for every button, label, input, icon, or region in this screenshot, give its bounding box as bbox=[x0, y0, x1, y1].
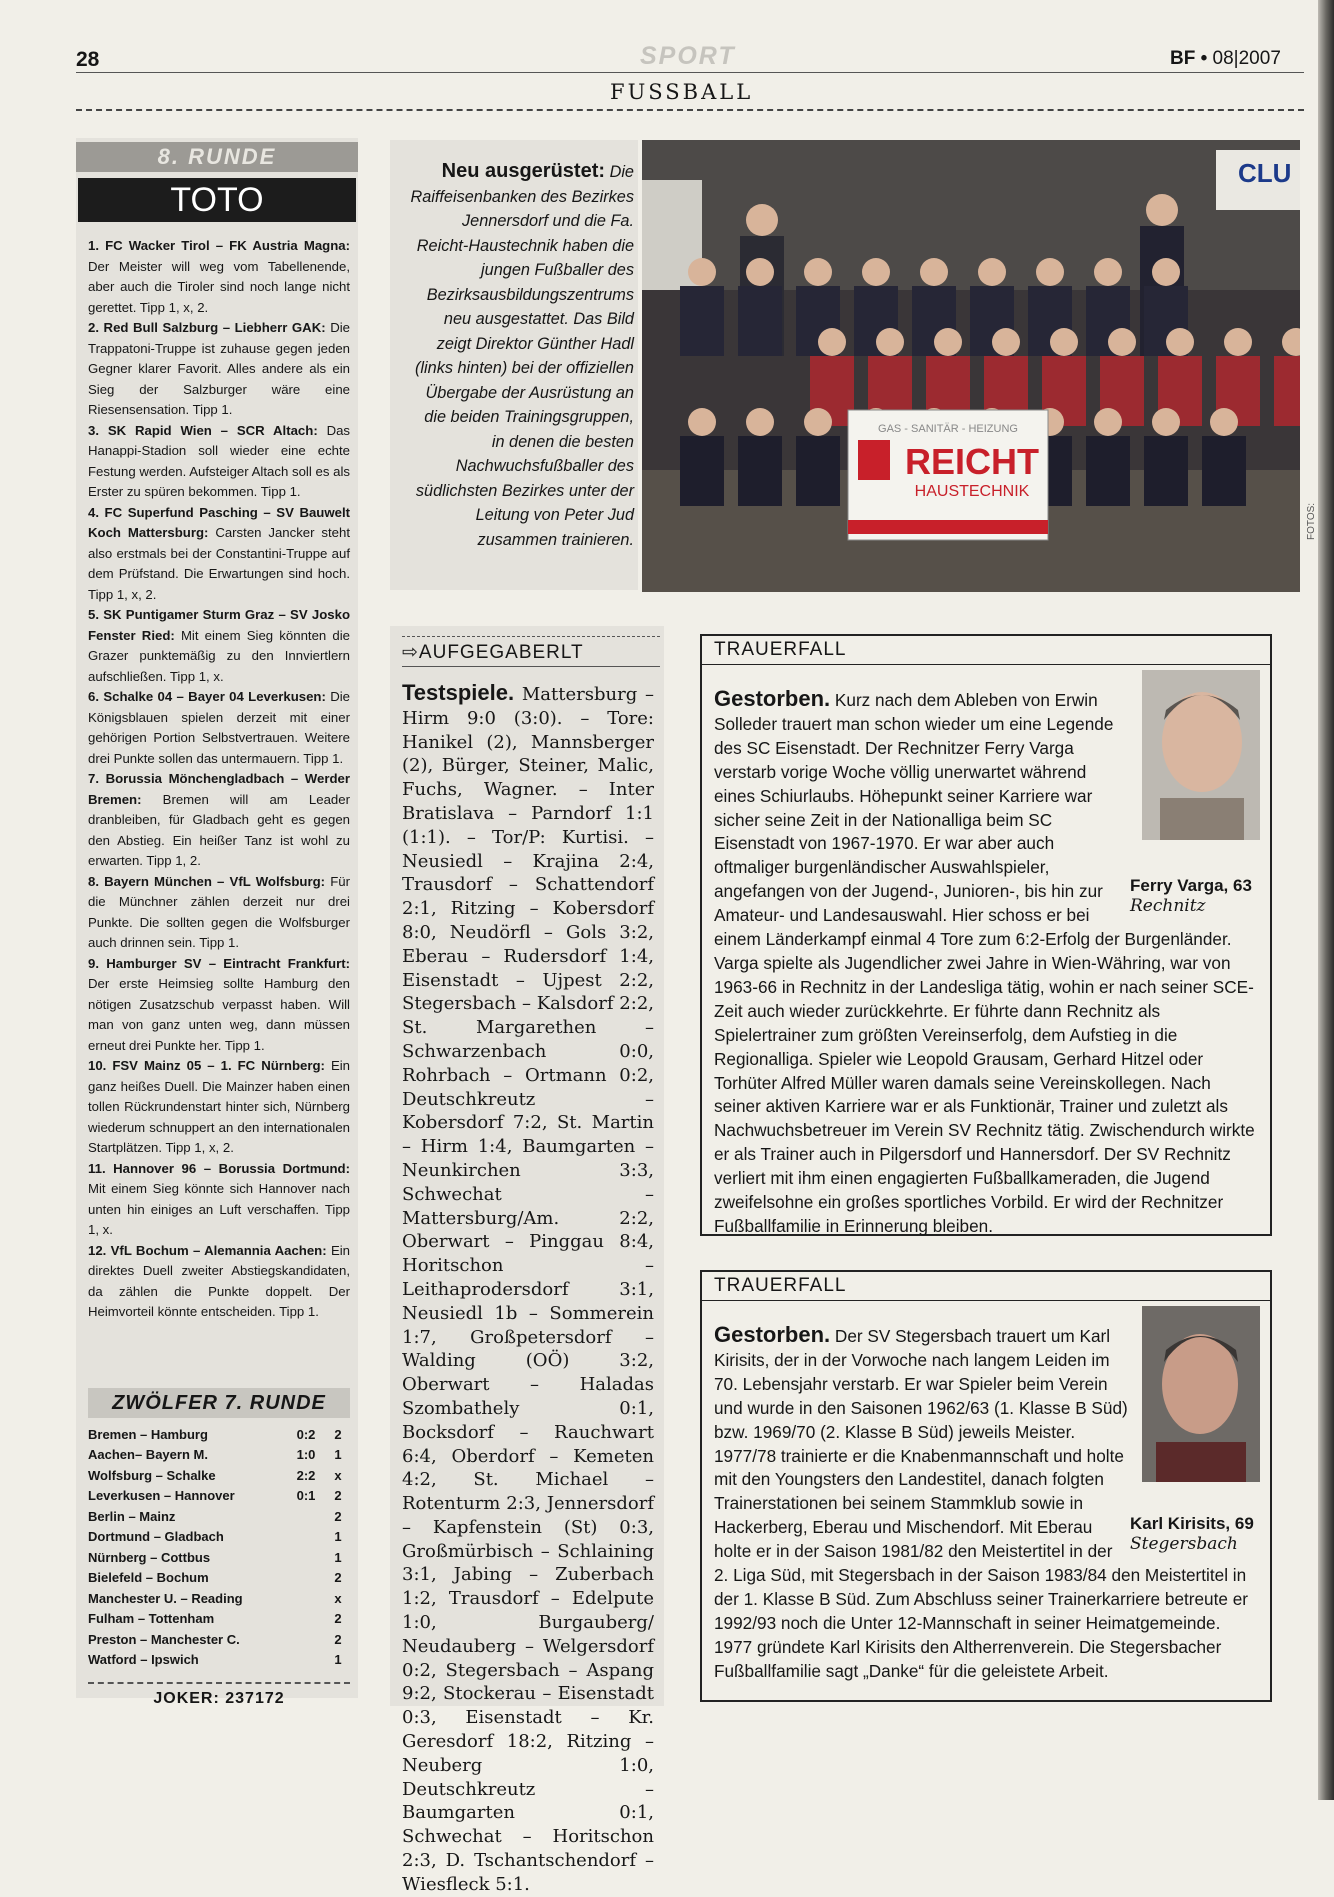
toto-match-text: Die Königsblauen spielen derzeit mit einer gehörigen Portion Selbstvertrauen. Weitere drei Punkte sollen das untermauern. Tipp 1. bbox=[88, 689, 351, 766]
toto-match-teams: 3. SK Rapid Wien – SCR Altach: bbox=[88, 422, 318, 438]
toto-match-teams: 10. FSV Mainz 05 – 1. FC Nürnberg: bbox=[88, 1058, 325, 1073]
zwoelfer-match: Preston – Manchester C. bbox=[88, 1631, 240, 1647]
portrait-2-caption bbox=[1130, 1514, 1268, 1554]
zwoelfer-match: Dortmund – Gladbach bbox=[88, 1529, 224, 1545]
kid-shirt bbox=[1202, 436, 1246, 506]
zwoelfer-tip: 2 bbox=[334, 1611, 342, 1627]
photo-credit: FOTOS: bbox=[1306, 502, 1317, 540]
kid-head bbox=[1094, 258, 1122, 286]
kid-head bbox=[1094, 408, 1122, 436]
toto-match-text: Ein direktes Duell zweiter Abstiegskandidaten, da zählen die Punkte doppelt. Der Heimvorteil könnte entscheiden. Tipp 1. bbox=[88, 1242, 350, 1319]
aufgegaberlt-header bbox=[402, 636, 660, 667]
arrow-icon: ⇨ bbox=[402, 642, 419, 663]
kid-head bbox=[818, 328, 846, 356]
aufgegaberlt-lead: Testspiele. bbox=[402, 680, 515, 705]
subsection-title: FUSSBALL bbox=[610, 80, 754, 104]
zwoelfer-score: 1:0 bbox=[296, 1447, 316, 1463]
issue-date: 08|2007 bbox=[1212, 48, 1281, 69]
zwoelfer-tip: 1 bbox=[334, 1652, 342, 1668]
zwoelfer-match: Fulham – Tottenham bbox=[88, 1611, 215, 1627]
page-number: 28 bbox=[76, 48, 100, 71]
kid-shirt bbox=[738, 286, 782, 356]
toto-match bbox=[88, 605, 350, 687]
trauerfall-lead-2: Gestorben. bbox=[714, 1322, 831, 1347]
toto-match-teams: 8. Bayern München – VfL Wolfsburg: bbox=[88, 873, 326, 889]
toto-match-teams: 6. Schalke 04 – Bayer 04 Leverkusen: bbox=[88, 689, 326, 704]
toto-match-list bbox=[88, 236, 350, 1323]
zwoelfer-row bbox=[88, 1588, 350, 1609]
toto-match bbox=[88, 1159, 350, 1241]
kid-head bbox=[992, 328, 1020, 356]
kid-shirt bbox=[1086, 436, 1130, 506]
toto-match bbox=[88, 236, 350, 318]
trauerfall-text-2 bbox=[714, 1322, 1258, 1684]
zwoelfer-row bbox=[88, 1568, 350, 1589]
header-dashed-rule bbox=[76, 109, 1304, 111]
zwoelfer-score bbox=[286, 1506, 326, 1527]
aufgegaberlt-text bbox=[402, 680, 654, 1897]
kid-shirt bbox=[1274, 356, 1300, 426]
toto-match bbox=[88, 318, 350, 421]
toto-match bbox=[88, 769, 350, 872]
toto-match-text: Bremen will am Leader dranbleiben, für Gladbach geht es gegen den Abstieg. Ein heißer Tanz ist wohl zu erwarten. Tipp 1, 2. bbox=[88, 791, 350, 868]
toto-match bbox=[88, 1241, 350, 1323]
zwoelfer-match: Bielefeld – Bochum bbox=[88, 1570, 209, 1586]
kid-head bbox=[934, 328, 962, 356]
zwoelfer-score: 0:1 bbox=[296, 1488, 316, 1504]
zwoelfer-row bbox=[88, 1527, 350, 1548]
zwoelfer-score bbox=[286, 1547, 326, 1568]
zwoelfer-score: 2:2 bbox=[296, 1467, 316, 1483]
joker-number: JOKER: 237172 bbox=[88, 1682, 350, 1708]
kid-head bbox=[1210, 408, 1238, 436]
zwoelfer-score bbox=[286, 1629, 326, 1650]
kid-head bbox=[746, 258, 774, 286]
toto-match-text: Ein ganz heißes Duell. Die Mainzer haben einen tollen Rückrundenstart hinter sich, Nürnberg wiederum schnuppert an den internationalen Startplätzen. Tipp 1, x, 2. bbox=[88, 1058, 350, 1155]
toto-match-text: Der erste Heimsieg sollte Hamburg den nötigen Zusatzschub verpasst haben. Will man von ganz unten weg, dann müssen erneut drei Punkte her. Tipp 1. bbox=[88, 976, 350, 1053]
aufgegaberlt-body: Mattersburg – Hirm 9:0 (3:0). – Tore: Hanikel (2), Mannsberger (2), Bürger, Steiner, Malic, Fuchs, Wagner. – Inter Bratislava – Parndorf 1:1 (1:1). – Tor/P: Kurtisi. – Neusiedl – Krajina 2:4, Trausdorf – Schattendorf 2:1, Ritzing – Kobersdorf 8:0, Neudörfl – Gols 3:2, Eberau – Rudersdorf 1:4, Eisenstadt – Ujpest 2:2, Stegersbach – Kalsdorf 2:2, St. Margarethen – Schwarzenbach 0:0, Rohrbach – Ortmann 0:2, Deutschkreutz – Kobersdorf 7:2, St. Martin – Hirm 1:4, Baumgarten – Neunkirchen 3:3, Schwechat – Mattersburg/Am. 2:2, Oberwart – Pinggau 8:4, Horitschon – Leithaprodersdorf 3:1, Neusiedl 1b – Sommerein 1:7, Großpetersdorf – Walding (OÖ) 3:2, Oberwart – Haladas Szombathely 0:1, Bocksdorf – Rauchwart 6:4, Oberdorf – Kemeten 4:2, St. Michael – Rotenturm 2:3, Jennersdorf – Kapfenstein (St) 0:3, Großmürbisch – Schlaining 3:1, Jabing – Zuberbach 1:2, Trausdorf – Edelpute 1:0, Burgauberg/ Neudauberg – Welgersdorf 0:2, Stegersbach – Aspang 9:2, Stockerau – Eisenstadt 0:3, Eisenstadt – Kr. Geresdorf 18:2, Ritzing – Neuberg 1:0, Deutschkreutz – Baumgarten 0:1, Schwechat – Horitschon 2:3, D. Tschantschendorf – Wiesfleck 5:1. bbox=[402, 684, 654, 1895]
toto-match-teams: 2. Red Bull Salzburg – Liebherr GAK: bbox=[88, 320, 326, 335]
person-name-1: Ferry Varga, 63 bbox=[1130, 876, 1252, 895]
zwoelfer-score: 0:2 bbox=[296, 1426, 316, 1442]
zwoelfer-score bbox=[286, 1609, 326, 1630]
caption-text: Die Raiffeisenbanken des Bezirkes Jennersdorf und die Fa. Reicht-Haustechnik haben die jungen Fußballer des Bezirksausbildungszentrums neu ausgestattet. Das Bild zeigt Direktor Günther Hadl (links hinten) bei der offiziellen Übergabe der Ausrüstung an die beiden Trainingsgruppen, in denen die besten Nachwuchsfußballer des südlichsten Bezirkes unter der Leitung von Peter Jud zusammen trainieren. bbox=[410, 163, 634, 549]
kid-shirt bbox=[1144, 436, 1188, 506]
zwoelfer-match: Bremen – Hamburg bbox=[88, 1426, 208, 1442]
toto-title: TOTO bbox=[78, 178, 356, 222]
toto-match bbox=[88, 503, 350, 606]
kid-head bbox=[920, 258, 948, 286]
zwoelfer-tip: 1 bbox=[334, 1447, 342, 1463]
banner-tagline: GAS - SANITÄR - HEIZUNG bbox=[878, 423, 1018, 435]
kid-head bbox=[804, 408, 832, 436]
sign-club-text: CLU bbox=[1238, 158, 1292, 188]
zwoelfer-row bbox=[88, 1609, 350, 1630]
zwoelfer-tip: 2 bbox=[334, 1570, 342, 1586]
toto-match-text: Der Meister will weg vom Tabellenende, aber auch die Tiroler sind noch lange nicht gerettet. Tipp 1, x, 2. bbox=[88, 258, 350, 315]
zwoelfer-score bbox=[286, 1527, 326, 1548]
section-title: SPORT bbox=[640, 42, 736, 70]
zwoelfer-match: Aachen– Bayern M. bbox=[88, 1447, 208, 1463]
aufgegaberlt-title: AUFGEGABERLT bbox=[418, 642, 584, 663]
trauerfall-text-1 bbox=[714, 686, 1258, 1239]
caption-lead: Neu ausgerüstet: bbox=[441, 160, 606, 182]
zwoelfer-tip: 2 bbox=[334, 1631, 342, 1647]
portrait-1-spacer bbox=[1140, 686, 1258, 876]
zwoelfer-tip: 2 bbox=[334, 1426, 342, 1442]
kid-head bbox=[876, 328, 904, 356]
banner-brand: REICHT bbox=[905, 441, 1039, 482]
zwoelfer-tip: x bbox=[334, 1467, 342, 1483]
photo-caption bbox=[408, 160, 634, 552]
toto-match bbox=[88, 954, 350, 1057]
toto-match-text: Mit einem Sieg könnte sich Hannover nach unten hin einiges an Luft verschaffen. Tipp 1, x. bbox=[88, 1181, 350, 1237]
zwoelfer-tip: 2 bbox=[334, 1488, 342, 1504]
toto-round: 8. RUNDE bbox=[76, 142, 358, 172]
person-name-2: Karl Kirisits, 69 bbox=[1130, 1514, 1254, 1533]
banner-sub: HAUSTECHNIK bbox=[914, 483, 1030, 500]
toto-match-text: Das Hanappi-Stadion soll wieder eine echte Festung werden. Aufsteiger Altach soll es als Erster zu spüren bekommen. Tipp 1. bbox=[88, 422, 351, 499]
kid-head bbox=[1166, 328, 1194, 356]
toto-match-text: Die Trappatoni-Truppe ist zuhause gegen jeden Gegner klarer Favorit. Alles andere als ein Sieg der Salzburger wäre eine Riesensensation. Tipp 1. bbox=[88, 320, 350, 417]
toto-match-text: Carsten Jancker steht also erstmals bei der Constantini-Truppe auf dem Prüfstand. Die Erwartungen sind hoch. Tipp 1, x, 2. bbox=[88, 525, 350, 602]
toto-match bbox=[88, 1056, 350, 1159]
zwoelfer-title: ZWÖLFER 7. RUNDE bbox=[88, 1388, 350, 1418]
toto-match-text: Für die Münchner zählen derzeit nur drei Punkte. Die sollten gegen die Wolfsburger auch drinnen sein. Tipp 1. bbox=[88, 873, 350, 950]
kid-head bbox=[688, 408, 716, 436]
kid-shirt bbox=[680, 436, 724, 506]
trauerfall-lead-1: Gestorben. bbox=[714, 686, 831, 711]
portrait-1-caption bbox=[1130, 876, 1268, 916]
kid-head bbox=[1050, 328, 1078, 356]
header-rule bbox=[76, 72, 1304, 73]
zwoelfer-match: Nürnberg – Cottbus bbox=[88, 1549, 211, 1565]
zwoelfer-row bbox=[88, 1445, 350, 1466]
zwoelfer-row bbox=[88, 1424, 350, 1445]
person-place-1: Rechnitz bbox=[1130, 896, 1206, 916]
zwoelfer-tip: 2 bbox=[334, 1508, 342, 1524]
person-place-2: Stegersbach bbox=[1130, 1534, 1238, 1554]
team-photo-illustration bbox=[642, 140, 1300, 592]
zwoelfer-match: Manchester U. – Reading bbox=[88, 1590, 243, 1606]
zwoelfer-tip: 1 bbox=[334, 1529, 342, 1545]
kid-head bbox=[1152, 408, 1180, 436]
toto-match-teams: 9. Hamburger SV – Eintracht Frankfurt: bbox=[88, 955, 350, 971]
toto-match bbox=[88, 421, 350, 503]
zwoelfer-match: Watford – Ipswich bbox=[88, 1652, 199, 1668]
zwoelfer-match: Berlin – Mainz bbox=[88, 1508, 176, 1524]
toto-match-teams: 5. SK Puntigamer Sturm Graz – SV Josko Fenster Ried: bbox=[88, 607, 350, 643]
trauerfall-body-2: Der SV Stegersbach trauert um Karl Kirisits, der in der Vorwoche nach langem Leiden im 70. Lebensjahr verstarb. Er war Spieler beim Verein und wurde in den Saisonen 1962/63 (1. Klasse B Süd) bzw. 1969/70 (2. Klasse B Süd) jeweils Meister. 1977/78 trainierte er die Knabenmannschaft und holte mit den Youngsters den Landestitel, danach folgten Trainerstationen bei seinem Stammklub sowie in Hackerberg, Eberau und Mischendorf. Mit Eberau holte er in der Saison 1981/82 den Meistertitel in der 2. Liga Süd, mit Stegersbach in der Saison 1983/84 den Meistertitel in der 1. Klasse B Süd. Zum Abschluss seiner Trainerkarriere betreute er 1992/93 noch die Unter 12-Mannschaft in seiner Heimatgemeinde. 1977 gründete Karl Kirisits den Altherrenverein. Die Stegersbacher Fußballfamilie sagt „Danke“ für die geleistete Arbeit. bbox=[714, 1326, 1249, 1681]
zwoelfer-table bbox=[88, 1424, 350, 1670]
kid-head bbox=[804, 258, 832, 286]
kid-head bbox=[978, 258, 1006, 286]
zwoelfer-match: Leverkusen – Hannover bbox=[88, 1488, 235, 1504]
paper-info bbox=[1170, 48, 1281, 70]
toto-match-teams: 1. FC Wacker Tirol – FK Austria Magna: bbox=[88, 238, 350, 253]
zwoelfer-score bbox=[286, 1568, 326, 1589]
toto-match-text: Mit einem Sieg könnten die Grazer punktemäßig zu den Innviertlern aufschließen. Tipp 1, x. bbox=[88, 627, 350, 684]
kid-shirt bbox=[796, 436, 840, 506]
kid-head bbox=[1108, 328, 1136, 356]
toto-match-teams: 7. Borussia Mönchengladbach – Werder Bremen: bbox=[88, 771, 350, 807]
zwoelfer-tip: x bbox=[334, 1590, 342, 1606]
kid-head bbox=[1036, 258, 1064, 286]
zwoelfer-score bbox=[286, 1650, 326, 1671]
zwoelfer-match: Wolfsburg – Schalke bbox=[88, 1467, 216, 1483]
toto-match-teams: 11. Hannover 96 – Borussia Dortmund: bbox=[88, 1160, 350, 1176]
kid-head bbox=[1224, 328, 1252, 356]
page-spine-shadow bbox=[1318, 0, 1334, 1800]
zwoelfer-row bbox=[88, 1506, 350, 1527]
kid-shirt bbox=[680, 286, 724, 356]
portrait-2-spacer bbox=[1140, 1322, 1258, 1514]
zwoelfer-row bbox=[88, 1650, 350, 1671]
bullet: • bbox=[1200, 48, 1208, 69]
kid-shirt bbox=[738, 436, 782, 506]
zwoelfer-row bbox=[88, 1629, 350, 1650]
zwoelfer-tip: 1 bbox=[334, 1549, 342, 1565]
zwoelfer-row bbox=[88, 1486, 350, 1507]
kid-head bbox=[688, 258, 716, 286]
zwoelfer-row bbox=[88, 1465, 350, 1486]
trauerfall-body-1: Kurz nach dem Ableben von Erwin Solleder trauert man schon wieder um eine Legende des SC Eisenstadt. Der Rechnitzer Ferry Varga verstarb vorige Woche völlig unerwartet während eines Schiurlaubs. Höhepunkt seiner Karriere war sicher seine Zeit in der Nationalliga beim SC Eisenstadt von 1967-1970. Er war aber auch oftmaliger burgenländischer Auswahlspieler, angefangen von der Jugend-, Junioren-, bis hin zur Amateur- und Landesauswahl. Hier schoss er bei einem Länderkampf einmal 4 Tore zum 6:2-Erfolg der Burgenländer. Varga spielte als Jugendlicher zwei Jahre in Wien-Währing, war von 1963-66 in Rechnitz in der Landesliga tätig, wohin er nach seiner SCE-Zeit auch wieder zurückkehrte. Er führte dann Rechnitz als Spielertrainer zum größten Vereinserfolg, dem Aufstieg in die Regionalliga. Spieler wie Leopold Grausam, Gerhard Hitzel oder Torhüter Alfred Müller waren damals seine Vereinskollegen. Nach seiner aktiven Karriere war er als Funktionär, Trainer und zuletzt als Nachwuchsbetreuer im Verein SV Rechnitz tätig. Zwischendurch wirkte er als Trainer auch in Pilgersdorf und Hannersdorf. Der SV Rechnitz verliert mit ihm einen engagierten Fußballkameraden, die Jugend zweifelsohne ein großes sportliches Vorbild. Er wird der Rechnitzer Fußballfamilie in Erinnerung bleiben. bbox=[714, 690, 1255, 1236]
kid-head bbox=[862, 258, 890, 286]
zwoelfer-row bbox=[88, 1547, 350, 1568]
toto-match-teams: 12. VfL Bochum – Alemannia Aachen: bbox=[88, 1242, 327, 1258]
kid-head bbox=[1152, 258, 1180, 286]
zwoelfer-score bbox=[286, 1588, 326, 1609]
kid-head bbox=[746, 408, 774, 436]
trauerfall-title-2: TRAUERFALL bbox=[702, 1272, 1270, 1301]
toto-match bbox=[88, 872, 350, 954]
toto-match bbox=[88, 687, 350, 769]
trauerfall-title-1: TRAUERFALL bbox=[702, 636, 1270, 665]
toto-match-teams: 4. FC Superfund Pasching – SV Bauwelt Koch Mattersburg: bbox=[88, 504, 350, 540]
team-photo bbox=[642, 140, 1300, 592]
paper-name: BF bbox=[1170, 48, 1196, 69]
